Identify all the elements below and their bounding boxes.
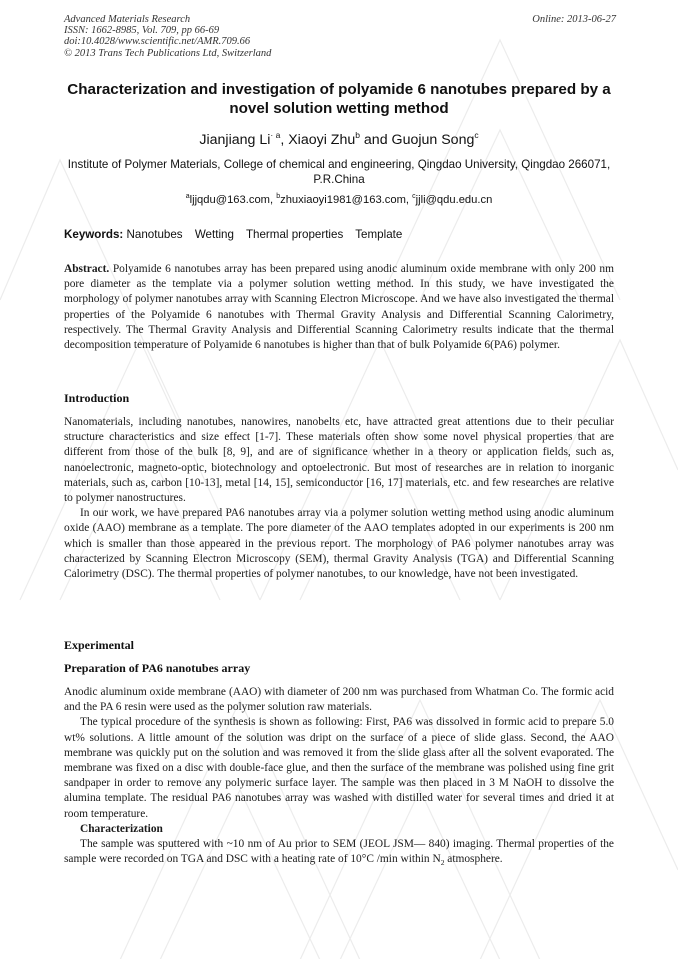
introduction-heading: Introduction: [64, 391, 130, 405]
issn-line: ISSN: 1662-8985, Vol. 709, pp 66-69: [64, 25, 220, 37]
paragraph: In our work, we have prepared PA6 nanotubes array via a polymer solution wetting method using anodic aluminum oxide (AAO) membrane as a template. The pore diameter of the AAO templates adopted in our experiments is 200 nm which is smaller than those appeared in the previous report. The morphology of PA6 polymer nanotubes array was characterized by Scanning Electron Microscopy (SEM), thermal Gravity Analysis (TGA) and Differential Scanning Calorimetry (DSC). The thermal properties of polymer nanotubes, to our knowledge, have not been investigated.: [64, 507, 614, 581]
author-list: [64, 130, 614, 148]
author-separator: and: [359, 132, 392, 148]
paragraph-text: The sample was sputtered with ~10 nm of Au prior to SEM (JEOL JSM— 840) imaging. Thermal properties of the sample were recorded on TGA and DSC with a heating rate of 10°C /min within N: [64, 838, 614, 866]
email-address[interactable]: zhuxiaoyi1981@163.com: [280, 194, 406, 206]
keyword: Wetting: [194, 228, 234, 241]
introduction-body: [64, 415, 614, 582]
email-superscript: c: [412, 193, 416, 200]
email-superscript: a: [185, 193, 190, 200]
email-address[interactable]: ljjqdu@163.com: [189, 194, 270, 206]
paragraph: The typical procedure of the synthesis is shown as following: First, PA6 was dissolved in formic acid to prepare 5.0 wt% solutions. A little amount of the solution was dript on the surface of a piece of slide glass. Second, the AAO membrane was quickly put on the solution and was removed it from the slide glass after all the solvent evaporated. The membrane was fixed on a disc with double-face glue, and then the surface of the membrane was polished using fine grit sandpaper in order to remove any polymeric surface layer. The sample was then placed in 3 M NaOH to dissolve the alumina template. The residual PA6 nanotubes array was washed with distilled water for several times and dried it at room temperature.: [64, 716, 614, 820]
keywords: [64, 228, 614, 241]
paper-title: Characterization and investigation of polyamide 6 nanotubes prepared by a novel solution wetting method: [67, 81, 611, 117]
subsection-heading: Preparation of PA6 nanotubes array: [64, 661, 251, 675]
copyright-line: © 2013 Trans Tech Publications Ltd, Switzerland: [64, 47, 272, 59]
paragraph: Anodic aluminum oxide membrane (AAO) with diameter of 200 nm was purchased from Whatman Co. The formic acid and the PA 6 resin were used as the polymer solution raw materials.: [64, 686, 614, 714]
author-superscript: · a: [270, 130, 281, 140]
online-date: Online: 2013-06-27: [532, 14, 616, 25]
paragraph: [64, 837, 614, 870]
abstract: [64, 262, 614, 353]
keyword: Nanotubes: [126, 228, 183, 241]
affiliation: Institute of Polymer Materials, College of chemical and engineering, Qingdao University, Qingdao 266071, P.R.China: [67, 158, 611, 186]
keyword: Template: [355, 228, 403, 241]
subsection-heading: Characterization: [80, 822, 163, 835]
paragraph-text: atmosphere.: [444, 853, 503, 866]
journal-name: Advanced Materials Research: [64, 14, 191, 25]
email-list: $^a$ljjqdu@163.com, $^b$zhuxiaoyi1981@163.com, $^c$jjli@qdu.edu.cn: [185, 193, 493, 206]
author-name: Guojun Song: [391, 132, 475, 148]
author-superscript: b: [355, 130, 360, 140]
subscript: 2: [440, 858, 445, 868]
doi-line: doi:10.4028/www.scientific.net/AMR.709.66: [64, 36, 251, 48]
email-superscript: b: [276, 193, 281, 200]
experimental-heading: Experimental: [64, 638, 134, 652]
paragraph: Nanomaterials, including nanotubes, nanowires, nanobelts etc, have attracted great attentions due to their peculiar structure characteristics and size effect [1-7]. These materials often show some novel physical properties that are different from those of the bulk [8, 9], and are of significance whether in a theory or application fields, such as, nanoelectronic, magneto-optic, biotechnology and optoelectronic. But most of researches are in relation to inorganic materials, such as, carbon [10-13], metal [14, 15], semiconductor [16, 17] materials, etc. and few researches are relative to polymer nanostructures.: [64, 416, 614, 505]
journal-header: [64, 14, 616, 59]
abstract-label: Abstract.: [64, 263, 110, 275]
abstract-text: Polyamide 6 nanotubes array has been prepared using anodic aluminum oxide membrane with only 200 nm pore diameter as the template via a polymer solution wetting method. In this study, we have investigated the morphology of polymer nanotubes array with Scanning Electron Microscope. And we have also investigated the thermal properties of the Polyamide 6 nanotubes with Thermal Gravity Analysis and Differential Scanning Calorimetry, respectively. The Thermal Gravity Analysis and Differential Scanning Calorimetry results indicate that the thermal decomposition temperature of Polyamide 6 nanotubes is higher than that of bulk Polyamide 6(PA6) polymer.: [64, 263, 614, 352]
keyword: Thermal properties: [245, 228, 344, 241]
author-name: Xiaoyi Zhu: [288, 132, 356, 148]
author-separator: ,: [280, 132, 289, 148]
author-superscript: c: [474, 130, 479, 140]
keywords-label: Keywords:: [64, 228, 124, 241]
experimental-body: [64, 685, 614, 870]
email-address[interactable]: jjli@qdu.edu.cn: [415, 194, 493, 206]
author-name: Jianjiang Li: [199, 132, 271, 148]
